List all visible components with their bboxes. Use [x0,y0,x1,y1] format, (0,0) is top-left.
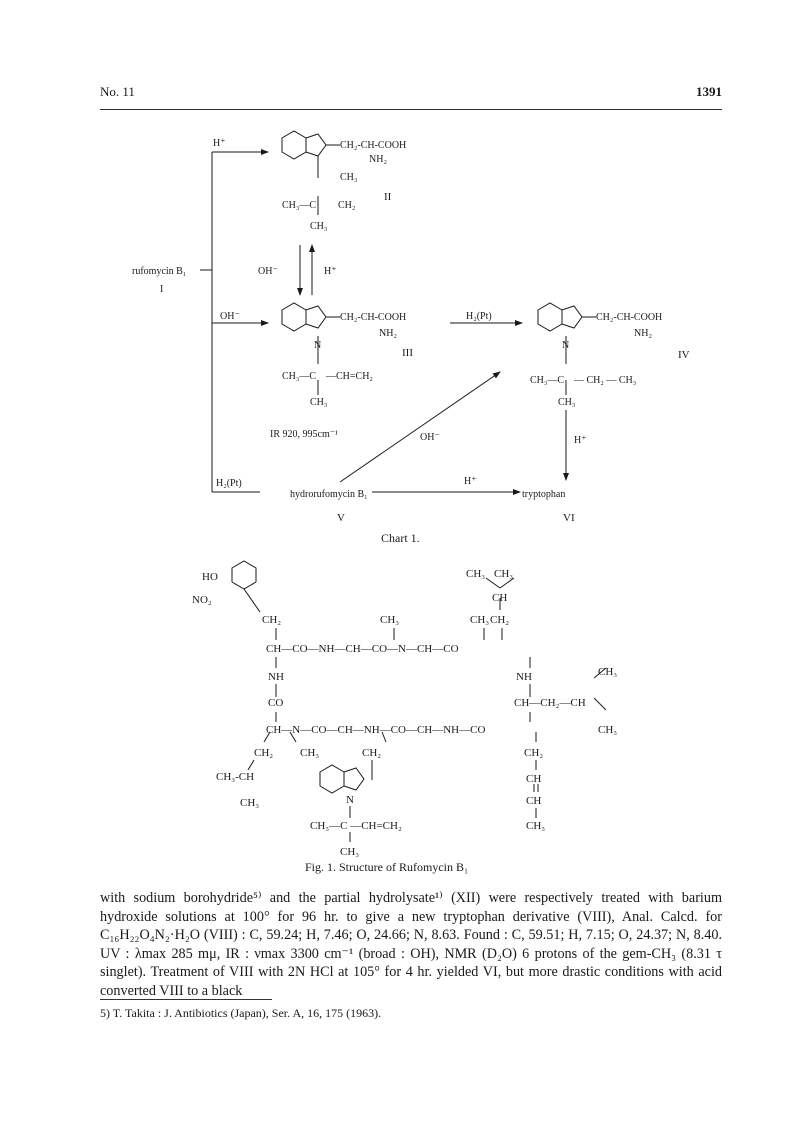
chart1-III-side-chain: CH₂-CH-COOH [340,312,407,323]
chart1-IV-ch3-c: CH₃—C [530,375,565,386]
fig1-ch3-i: CH₃ [526,820,546,832]
chart1-II-ch3-bottom: CH₃ [310,221,328,232]
fig1-ch2-c: CH₂ [254,747,274,759]
chart1-h-plus-right: H⁺ [574,435,587,446]
compound-label-V: V [337,512,345,524]
page-number: 1391 [696,84,722,99]
fig1-ch3-ch: CH₃-CH [216,771,255,783]
fig1-row3: CH—N—CO—CH—NH—CO—CH—NH—CO [266,724,486,736]
chart1-II-nh2: NH₂ [369,154,387,165]
fig1-ch3-a: CH₃ [380,614,400,626]
chart1-III-nh2: NH₂ [379,328,397,339]
chart1-h2-pt-left: H₂(Pt) [216,478,242,489]
chart1-II-ch3-c: CH₃—C [282,200,317,211]
chart1-h-plus-bottom: H⁺ [464,476,477,487]
chart1-oh-minus-left: OH⁻ [220,311,240,322]
fig1-co-left: CO [268,697,284,709]
chart1-III-n: N [314,340,322,351]
fig1-ch3-j: CH₃ [340,846,360,858]
fig1-ch2-d: CH₂ [362,747,382,759]
fig1-ch3-c-vinyl: CH₃—C —CH=CH₂ [310,820,402,832]
compound-label-I: I [160,284,164,295]
chart1-tryptophan: tryptophan [522,489,566,500]
chart1-oh-minus-mid: OH⁻ [258,266,278,277]
fig1-no2: NO₂ [192,594,212,606]
compound-label-III: III [402,347,413,359]
chart1-caption: Chart 1. [381,531,420,545]
chart1-oh-minus-diag: OH⁻ [420,432,440,443]
chart1-III-ch3-c: CH₃—C [282,371,317,382]
fig1-ch3-b: CH₃ [470,614,490,626]
compound-label-VI: VI [563,512,575,524]
fig1-ch3-f: CH₃ [598,724,618,736]
fig1-ch3-h: CH₃ [240,797,260,809]
chart1-rufomycin: rufomycin B₁ [132,266,187,277]
body-paragraph [100,889,722,1001]
chart1-h-plus-top: H⁺ [213,138,226,149]
chart1-III-vinyl: —CH=CH₂ [326,371,373,382]
fig1-row2: CH—CH₂—CH [514,697,586,709]
compound-label-II: II [384,191,392,203]
fig1-ch-top: CH [492,592,508,604]
compound-label-IV: IV [678,349,690,361]
fig1-ch3-g: CH₃ [300,747,320,759]
fig1-indole-n: N [346,794,354,806]
chart1-II-side-chain: CH₂-CH-COOH [340,140,407,151]
fig1-caption: Fig. 1. Structure of Rufomycin B₁ [305,860,469,874]
chart1-ir: IR 920, 995cm⁻¹ [270,429,338,440]
chart1-II-ch3: CH₃ [340,172,358,183]
chart1-h2-pt-right: H₂(Pt) [466,311,492,322]
fig1-ch2-e: CH₂ [524,747,544,759]
fig1-ho: HO [202,571,218,583]
chart1-IV-n: N [562,340,570,351]
chart1-IV-ethyl: — CH₂ — CH₃ [574,375,637,386]
fig1-ch2-b: CH₂ [490,614,510,626]
chart1-IV-ch3-bottom: CH₃ [558,397,576,408]
footnote: 5) T. Takita : J. Antibiotics (Japan), Ser. A, 16, 175 (1963). [100,1006,382,1020]
fig1-ch3-c: CH₃ [466,568,486,580]
fig1-nh-left: NH [268,671,284,683]
footnote-rule [100,999,272,1000]
fig1-ch-a: CH [526,773,542,785]
journal-issue: No. 11 [100,84,135,99]
body-paragraph-text: with sodium borohydride⁵⁾ and the partial hydrolysate¹⁾ (XII) were respectively treated with barium hydroxide solutions at 100° for 96 hr. to give a new tryptophan derivative (VIII), Anal. Calcd. for C₁₆H₂₂O₄N₂·H₂O (VIII) : C, 59.24; H, 7.46; O, 24.66; N, 8.63. Found : C, 59.51; H, 7.15; O, 24.37; N, 8.40. UV : λmax 285 mμ, IR : νmax 3300 cm⁻¹ (broad : OH), NMR (D₂O) 6 protons of the gem-CH₃ (8.31 τ singlet). Treatment of VIII with 2N HCl at 105° for 4 hr. yielded VI, but more drastic conditions with acid converted VIII to a black [100,890,722,999]
fig1-ch3-d: CH₃ [494,568,514,580]
chart1-IV-nh2: NH₂ [634,328,652,339]
fig1-nh-right: NH [516,671,532,683]
chart1-IV-side-chain: CH₂-CH-COOH [596,312,663,323]
fig1-ch2-a: CH₂ [262,614,282,626]
chart1-hydrorufomycin: hydrorufomycin B₁ [290,489,368,500]
chart1-h-plus-mid: H⁺ [324,266,337,277]
chart1-III-ch3-bottom: CH₃ [310,397,328,408]
fig1-row1: CH—CO—NH—CH—CO—N—CH—CO [266,643,459,655]
fig1-ch-b: CH [526,795,542,807]
fig1-ch3-e: CH₃ [598,666,618,678]
chart1-II-ch2: CH₂ [338,200,356,211]
